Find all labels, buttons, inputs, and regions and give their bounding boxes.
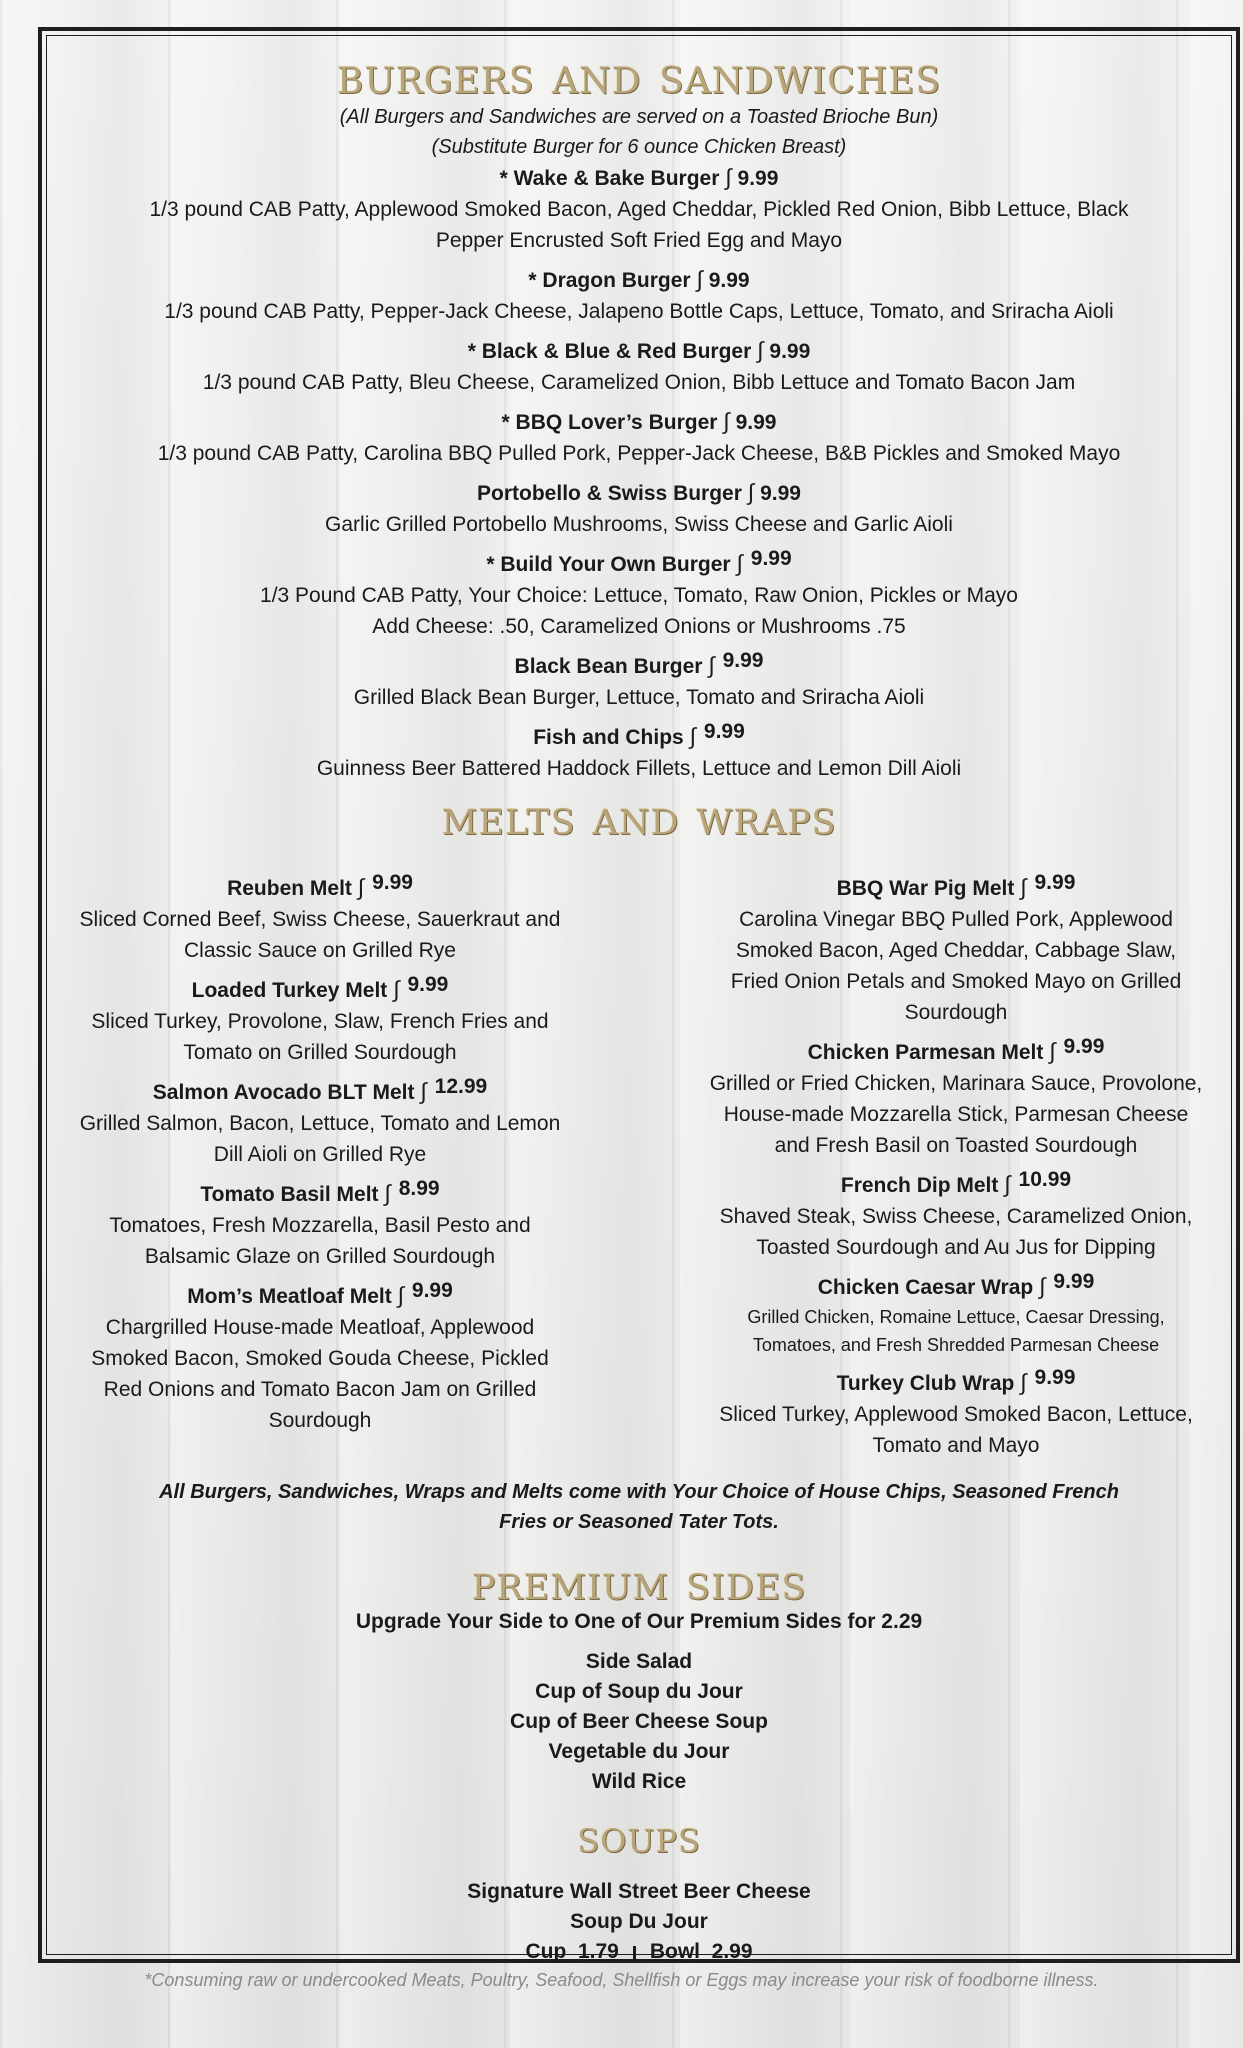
- item-description: 1/3 pound CAB Patty, Pepper-Jack Cheese, Jalapeno Bottle Caps, Lettuce, Tomato, and Sriracha Aioli: [164, 300, 1114, 323]
- item-description: Grilled Salmon, Bacon, Lettuce, Tomato and Lemon: [79, 1112, 561, 1135]
- item-price: 9.99: [722, 649, 764, 672]
- menu-item: [52, 721, 1226, 784]
- menu-item: [686, 1036, 1226, 1161]
- soups-list: [52, 1877, 1226, 1967]
- item-description: and Fresh Basil on Toasted Sourdough: [774, 1134, 1138, 1157]
- menu-item: [52, 650, 1226, 713]
- item-description: Pepper Encrusted Soft Fried Egg and Mayo: [435, 229, 843, 252]
- item-description: 1/3 Pound CAB Patty, Your Choice: Lettuce, Tomato, Raw Onion, Pickles or Mayo: [260, 584, 1018, 607]
- menu-item: [52, 406, 1226, 469]
- item-description: Tomato and Mayo: [872, 1434, 1040, 1457]
- item-description: Sliced Corned Beef, Swiss Cheese, Sauerkraut and: [79, 908, 561, 931]
- side-item: Cup of Soup du Jour: [535, 1680, 743, 1703]
- item-price: 10.99: [1018, 1168, 1072, 1191]
- item-price: 9.99: [760, 482, 801, 505]
- price-symbol-icon: ∫: [357, 874, 365, 900]
- item-price: 9.99: [372, 871, 413, 894]
- item-name: Mom’s Meatloaf Melt: [187, 1285, 392, 1308]
- burgers-note: (Substitute Burger for 6 ounce Chicken Breast): [431, 136, 847, 158]
- footnote-line: All Burgers, Sandwiches, Wraps and Melts come with Your Choice of House Chips, Seasoned French: [159, 1481, 1119, 1503]
- melts-columns: [52, 872, 1226, 1469]
- footnote-line: Fries or Seasoned Tater Tots.: [499, 1511, 779, 1533]
- item-description: Smoked Bacon, Smoked Gouda Cheese, Pickled: [91, 1347, 549, 1370]
- item-name: Chicken Caesar Wrap: [817, 1276, 1034, 1299]
- price-symbol-icon: ∫: [420, 1078, 427, 1104]
- item-price: 9.99: [407, 973, 449, 996]
- item-description: Add Cheese: .50, Caramelized Onions or Mushrooms .75: [372, 615, 906, 638]
- bowl-label: Bowl: [649, 1940, 700, 1963]
- item-description: Grilled Chicken, Romaine Lettuce, Caesar Dressing,: [747, 1307, 1165, 1327]
- side-item: Cup of Beer Cheese Soup: [510, 1710, 768, 1733]
- menu-item: [52, 477, 1226, 540]
- separator-bar: [633, 1946, 636, 1960]
- item-name: Loaded Turkey Melt: [191, 979, 388, 1002]
- item-description: 1/3 pound CAB Patty, Bleu Cheese, Caramelized Onion, Bibb Lettuce and Tomato Bacon Jam: [202, 371, 1076, 394]
- item-description: 1/3 pound CAB Patty, Applewood Smoked Bacon, Aged Cheddar, Pickled Red Onion, Bibb Lettuce, Black: [149, 198, 1129, 221]
- menu-item: [686, 1271, 1226, 1359]
- item-name: French Dip Melt: [840, 1174, 999, 1197]
- item-name: BBQ War Pig Melt: [836, 877, 1015, 900]
- item-description: Grilled Black Bean Burger, Lettuce, Tomato and Sriracha Aioli: [353, 686, 925, 709]
- item-price: 12.99: [434, 1075, 488, 1098]
- burgers-title: burgers and sandwiches: [336, 46, 942, 106]
- price-symbol-icon: ∫: [708, 652, 715, 678]
- menu-item: [686, 1169, 1226, 1263]
- price-symbol-icon: ∫: [725, 164, 732, 190]
- price-symbol-icon: ∫: [696, 266, 703, 292]
- soups-title: soups: [577, 1809, 701, 1863]
- item-price: 9.99: [750, 547, 792, 570]
- price-symbol-icon: ∫: [747, 479, 755, 505]
- soup-prices: [52, 1937, 1226, 1967]
- price-symbol-icon: ∫: [393, 976, 400, 1002]
- item-name: * Wake & Bake Burger: [499, 167, 720, 190]
- price-symbol-icon: ∫: [1020, 1369, 1027, 1395]
- burgers-note: (All Burgers and Sandwiches are served on a Toasted Brioche Bun): [339, 106, 939, 128]
- item-price: 9.99: [411, 1279, 453, 1302]
- melts-left-column: [55, 872, 585, 1469]
- item-name: * Dragon Burger: [528, 269, 691, 292]
- cup-price: 1.79: [577, 1940, 619, 1963]
- price-symbol-icon: ∫: [1004, 1171, 1011, 1197]
- item-description: Chargrilled House-made Meatloaf, Applewood: [105, 1316, 535, 1339]
- premium-sides-list: [52, 1647, 1226, 1797]
- item-name: Tomato Basil Melt: [200, 1183, 379, 1206]
- item-price: 9.99: [1034, 871, 1076, 894]
- item-name: * BBQ Lover’s Burger: [501, 411, 718, 434]
- menu-item: [52, 548, 1226, 642]
- item-name: Portobello & Swiss Burger: [477, 482, 742, 505]
- menu-item: [52, 264, 1226, 327]
- price-symbol-icon: ∫: [384, 1180, 391, 1206]
- menu-content: [52, 40, 1226, 1963]
- melts-title: melts and wraps: [441, 788, 837, 846]
- menu-item: [686, 1367, 1226, 1461]
- item-price: 9.99: [703, 720, 745, 743]
- item-description: 1/3 pound CAB Patty, Carolina BBQ Pulled Pork, Pepper-Jack Cheese, B&B Pickles and Smoked Mayo: [157, 442, 1121, 465]
- item-description: Grilled or Fried Chicken, Marinara Sauce, Provolone,: [709, 1072, 1203, 1095]
- soup-item: Soup Du Jour: [570, 1910, 708, 1933]
- bowl-price: 2.99: [711, 1940, 753, 1963]
- soup-item: Signature Wall Street Beer Cheese: [467, 1880, 811, 1903]
- item-price: 9.99: [769, 340, 811, 363]
- premium-sides-title: premium sides: [471, 1553, 807, 1611]
- price-symbol-icon: ∫: [736, 550, 743, 576]
- item-description: Shaved Steak, Swiss Cheese, Caramelized Onion,: [719, 1205, 1193, 1228]
- item-name: * Build Your Own Burger: [486, 553, 731, 576]
- item-description: Sliced Turkey, Provolone, Slaw, French Fries and: [91, 1010, 549, 1033]
- item-price: 9.99: [735, 411, 777, 434]
- item-description: Fried Onion Petals and Smoked Mayo on Grilled: [730, 970, 1182, 993]
- menu-item: [52, 162, 1226, 256]
- item-description: Smoked Bacon, Aged Cheddar, Cabbage Slaw,: [735, 939, 1177, 962]
- price-symbol-icon: ∫: [689, 723, 697, 749]
- item-name: Turkey Club Wrap: [836, 1372, 1015, 1395]
- item-description: Carolina Vinegar BBQ Pulled Pork, Applewood: [739, 908, 1173, 931]
- item-name: * Black & Blue & Red Burger: [467, 340, 752, 363]
- item-description: Tomato on Grilled Sourdough: [183, 1041, 457, 1064]
- item-name: Salmon Avocado BLT Melt: [152, 1081, 415, 1104]
- item-price: 9.99: [1034, 1366, 1076, 1389]
- menu-item: [55, 872, 585, 966]
- menu-item: [55, 1280, 585, 1436]
- menu-item: [686, 872, 1226, 1028]
- item-price: 8.99: [398, 1177, 440, 1200]
- item-name: Reuben Melt: [227, 877, 352, 900]
- price-symbol-icon: ∫: [1020, 874, 1027, 900]
- item-description: Sliced Turkey, Applewood Smoked Bacon, Lettuce,: [719, 1403, 1193, 1426]
- side-item: Wild Rice: [591, 1770, 687, 1793]
- item-description: Balsamic Glaze on Grilled Sourdough: [144, 1245, 496, 1268]
- item-description: Dill Aioli on Grilled Rye: [213, 1143, 427, 1166]
- side-item: Vegetable du Jour: [548, 1740, 730, 1763]
- price-symbol-icon: ∫: [723, 408, 730, 434]
- item-description: Sourdough: [268, 1409, 372, 1432]
- menu-item: [55, 1178, 585, 1272]
- price-symbol-icon: ∫: [757, 337, 764, 363]
- item-description: Red Onions and Tomato Bacon Jam on Grilled: [103, 1378, 537, 1401]
- premium-sides-note: Upgrade Your Side to One of Our Premium Sides for 2.29: [355, 1610, 923, 1633]
- cup-label: Cup: [525, 1940, 567, 1963]
- menu-item: [55, 974, 585, 1068]
- item-description: Guinness Beer Battered Haddock Fillets, Lettuce and Lemon Dill Aioli: [316, 757, 962, 780]
- item-description: Tomatoes, Fresh Mozzarella, Basil Pesto and: [109, 1214, 531, 1237]
- price-symbol-icon: ∫: [397, 1282, 405, 1308]
- item-name: Chicken Parmesan Melt: [807, 1041, 1044, 1064]
- item-description: Garlic Grilled Portobello Mushrooms, Swiss Cheese and Garlic Aioli: [325, 513, 953, 536]
- side-item: Side Salad: [585, 1650, 693, 1673]
- item-description: House-made Mozzarella Stick, Parmesan Cheese: [723, 1103, 1189, 1126]
- item-price: 9.99: [1053, 1270, 1095, 1293]
- item-description: Tomatoes, and Fresh Shredded Parmesan Cheese: [752, 1335, 1160, 1355]
- burgers-list: [52, 162, 1226, 784]
- item-price: 9.99: [1063, 1035, 1105, 1058]
- price-symbol-icon: ∫: [1039, 1273, 1046, 1299]
- melts-right-column: [686, 872, 1226, 1469]
- item-name: Black Bean Burger: [514, 655, 703, 678]
- item-price: 9.99: [737, 167, 779, 190]
- item-description: Sourdough: [904, 1001, 1008, 1024]
- item-description: Toasted Sourdough and Au Jus for Dipping: [756, 1236, 1156, 1259]
- health-disclaimer: *Consuming raw or undercooked Meats, Poultry, Seafood, Shellfish or Eggs may increase your risk of foodborne illness.: [144, 1970, 1099, 1990]
- price-symbol-icon: ∫: [1049, 1038, 1056, 1064]
- menu-item: [55, 1076, 585, 1170]
- menu-item: [52, 335, 1226, 398]
- item-price: 9.99: [708, 269, 750, 292]
- item-name: Fish and Chips: [533, 726, 684, 749]
- sides-included-note: [52, 1477, 1226, 1537]
- item-description: Classic Sauce on Grilled Rye: [184, 939, 456, 962]
